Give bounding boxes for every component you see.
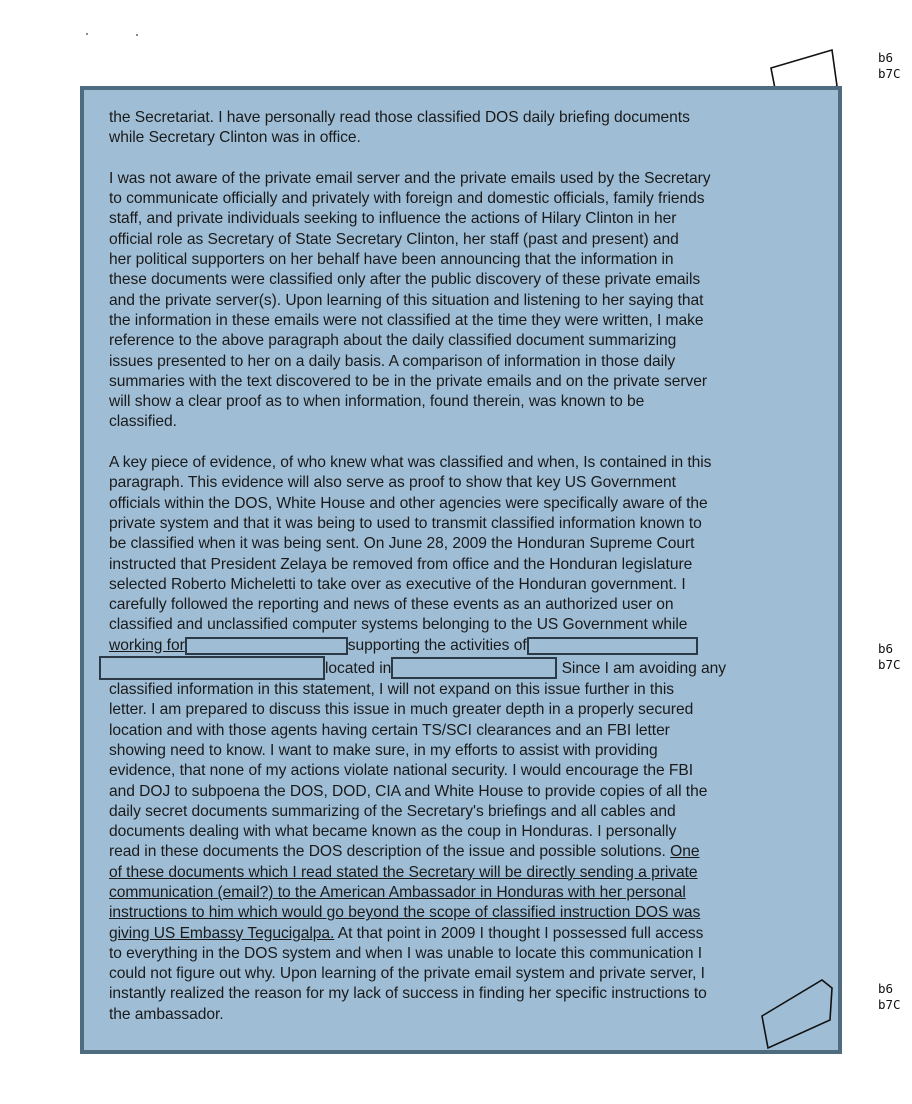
text-line: paragraph. This evidence will also serve as proof to show that key US Government	[109, 474, 676, 492]
paragraph-2	[109, 169, 809, 433]
text-line: and the private server(s). Upon learning of this situation and listening to her saying that	[109, 291, 704, 309]
text-line: be classified when it was being sent. On June 28, 2009 the Honduran Supreme Court	[109, 535, 695, 553]
exemption-b6: b6	[878, 641, 894, 656]
redaction-box	[185, 637, 348, 655]
text-line: instructions to him which would go beyond the scope of classified instruction DOS was	[109, 904, 701, 922]
text-line: issues presented to her on a daily basis. A comparison of information in those daily	[109, 352, 676, 370]
text-line: daily secret documents summarizing of the Secretary's briefings and all cables and	[109, 802, 676, 820]
text-line: instantly realized the reason for my lack of success in finding her specific instructions to	[109, 985, 707, 1003]
located-in-text: located in	[325, 660, 392, 678]
text-line: of these documents which I read stated the Secretary will be directly sending a private	[109, 863, 698, 881]
text-line: location and with those agents having certain TS/SCI clearances and an FBI letter	[109, 721, 670, 739]
text-line: reference to the above paragraph about the daily classified document summarizing	[109, 332, 677, 350]
exemption-b7c: b7C	[878, 66, 901, 81]
exemption-code-top	[878, 50, 901, 82]
text-line: showing need to know. I want to make sure, in my efforts to assist with providing	[109, 741, 658, 759]
text-line: while Secretary Clinton was in office.	[109, 129, 361, 147]
text-line: staff, and private individuals seeking to influence the actions of Hilary Clinton in her	[109, 210, 677, 228]
text-line: officials within the DOS, White House and other agencies were specifically aware of the	[109, 494, 708, 512]
exemption-b7c: b7C	[878, 657, 901, 672]
text-line: and DOJ to subpoena the DOS, DOD, CIA and White House to provide copies of all the	[109, 782, 708, 800]
text-line: her political supporters on her behalf have been announcing that the information in	[109, 251, 674, 269]
document-page	[80, 86, 842, 1054]
text-line: letter. I am prepared to discuss this issue in much greater depth in a properly secured	[109, 701, 694, 719]
text-line: evidence, that none of my actions violate national security. I would encourage the FBI	[109, 762, 693, 780]
text-line: will show a clear proof as to when information, found therein, was known to be	[109, 393, 645, 411]
exemption-b6: b6	[878, 50, 894, 65]
text-line: classified.	[109, 413, 177, 431]
giving-text: At that point in 2009 I thought I possessed full access	[334, 924, 704, 942]
underlined-text: giving US Embassy Tegucigalpa.	[109, 924, 335, 942]
redaction-line-2	[99, 656, 809, 680]
text-line: official role as Secretary of State Secretary Clinton, her staff (past and present) and	[109, 230, 679, 248]
text-line: A key piece of evidence, of who knew what was classified and when, Is contained in this	[109, 454, 712, 472]
text-line: these documents were classified only after the public discovery of these private emails	[109, 271, 701, 289]
text-line: communication (email?) to the American Ambassador in Honduras with her personal	[109, 883, 686, 901]
redaction-box	[391, 657, 557, 679]
working-for-text: working for	[109, 636, 185, 654]
redaction-box	[527, 637, 698, 655]
text-line: I was not aware of the private email server and the private emails used by the Secretary	[109, 169, 711, 187]
scan-specks	[84, 30, 144, 40]
text-line: classified and unclassified computer systems belonging to the US Government while	[109, 616, 688, 634]
text-line: summaries with the text discovered to be in the private emails and on the private server	[109, 372, 707, 390]
text-line: carefully followed the reporting and news of these events as an authorized user on	[109, 596, 674, 614]
paragraph-1	[109, 108, 809, 149]
exemption-code-bottom	[878, 981, 901, 1013]
supporting-text: supporting the activities of	[347, 636, 527, 654]
text-line: selected Roberto Micheletti to take over as executive of the Honduran government. I	[109, 575, 686, 593]
underlined-text: One	[670, 843, 700, 861]
text-line: the Secretariat. I have personally read those classified DOS daily briefing documents	[109, 109, 690, 126]
exemption-b6: b6	[878, 981, 894, 996]
letter-body	[109, 108, 809, 1045]
text-line: to communicate officially and privately with foreign and domestic officials, family friends	[109, 190, 705, 208]
text-line: instructed that President Zelaya be removed from office and the Honduran legislature	[109, 555, 693, 573]
read-text: read in these documents the DOS description of the issue and possible solutions.	[109, 843, 671, 861]
text-line: to everything in the DOS system and when I was unable to locate this communication I	[109, 944, 703, 962]
since-text: Since I am avoiding any	[561, 660, 726, 678]
text-line: documents dealing with what became known as the coup in Honduras. I personally	[109, 823, 677, 841]
paragraph-3	[109, 453, 809, 1025]
redaction-line-1	[109, 636, 809, 656]
text-line: could not figure out why. Upon learning of the private email system and private server, I	[109, 965, 705, 983]
text-line	[109, 924, 809, 944]
redaction-stamp-bottom	[756, 974, 838, 1052]
text-line: the information in these emails were not classified at the time they were written, I make	[109, 311, 704, 329]
text-line	[109, 842, 809, 862]
exemption-b7c: b7C	[878, 997, 901, 1012]
redaction-box	[99, 656, 325, 680]
exemption-code-middle	[878, 641, 901, 673]
text-line: private system and that it was being to used to transmit classified information known to	[109, 514, 702, 532]
text-line: classified information in this statement, I will not expand on this issue further in this	[109, 681, 674, 699]
text-line: the ambassador.	[109, 1005, 224, 1023]
